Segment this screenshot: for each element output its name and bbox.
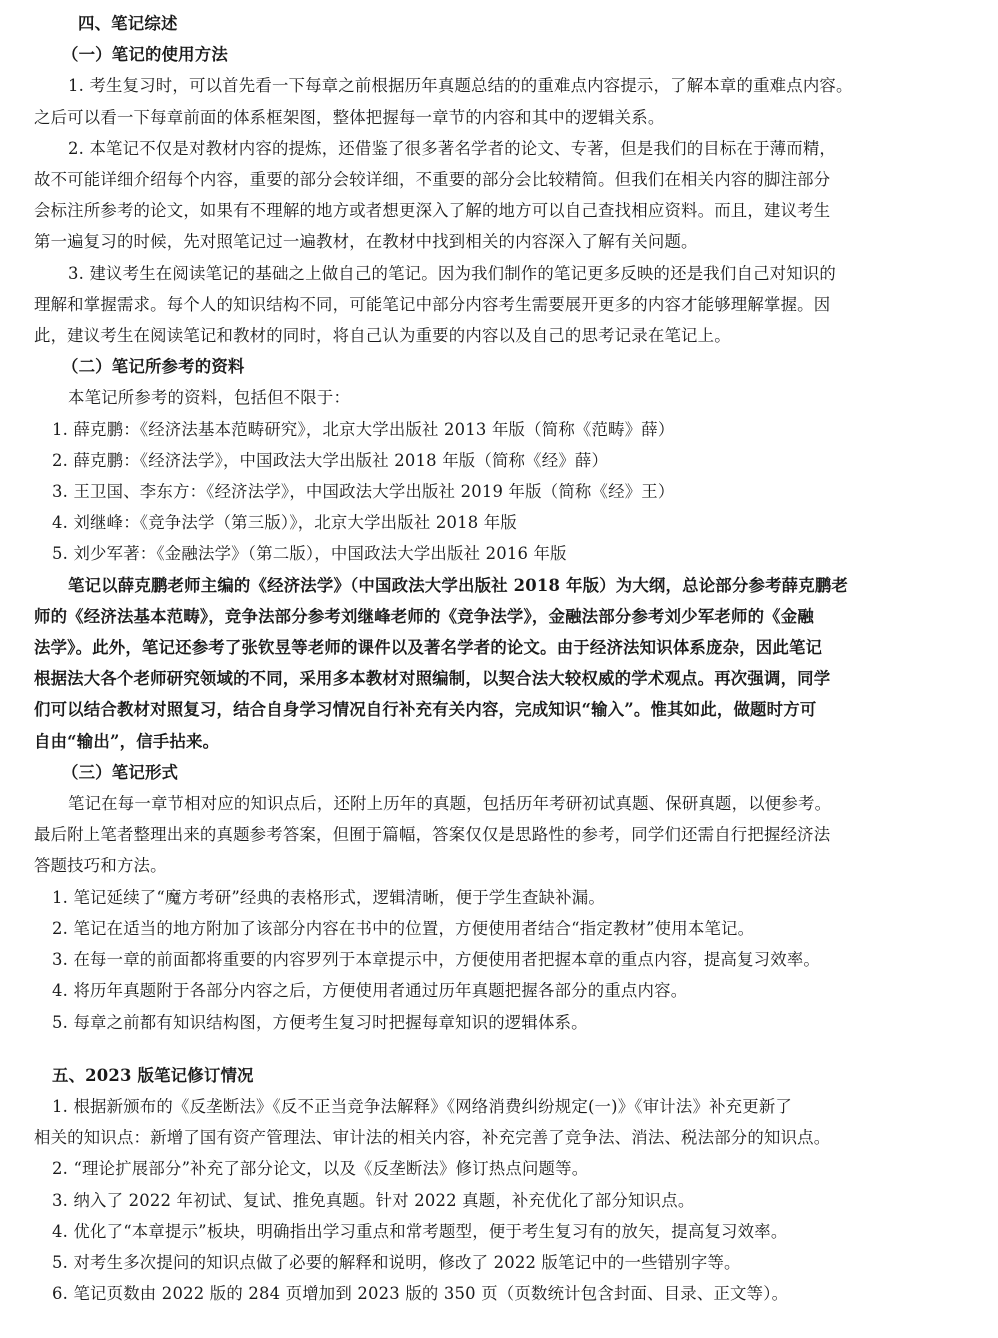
bold-paragraph-line: 法学》。此外，笔记还参考了张钦昱等老师的课件以及著名学者的论文。由于经济法知识体系庞杂，因此笔记 [34,638,823,658]
references-intro: 本笔记所参考的资料，包括但不限于： [68,388,351,408]
bold-paragraph-line: 们可以结合教材对照复习，结合自身学习情况自行补充有关内容，完成知识“输入”。惟其如此，做题时方可 [34,700,817,720]
format-item: 2. 笔记在适当的地方附加了该部分内容在书中的位置，方便使用者结合“指定教材”使用本笔记。 [52,918,755,938]
paragraph-line: 故不可能详细介绍每个内容，重要的部分会较详细，不重要的部分会比较精简。但我们在相关内容的脚注部分 [34,170,831,190]
revision-line: 4. 优化了“本章提示”板块，明确指出学习重点和常考题型，便于考生复习有的放矢，提高复习效率。 [52,1221,788,1241]
revision-line: 5. 对考生多次提问的知识点做了必要的解释和说明，修改了 2022 版笔记中的一些错别字等。 [52,1252,741,1272]
section-4-title: 四、笔记综述 [78,14,178,33]
format-item: 3. 在每一章的前面都将重要的内容罗列于本章提示中，方便使用者把握本章的重点内容，提高复习效率。 [52,950,821,970]
paragraph-line: 答题技巧和方法。 [34,856,167,876]
paragraph-line: 之后可以看一下每章前面的体系框架图，整体把握每一章节的内容和其中的逻辑关系。 [34,107,665,127]
reference-item: 5. 刘少军著：《金融法学》（第二版），中国政法大学出版社 2016 年版 [52,544,567,564]
paragraph-line: 3. 建议考生在阅读笔记的基础之上做自己的笔记。因为我们制作的笔记更多反映的还是我们自己对知识的 [68,263,837,283]
section-5-title: 五、2023 版笔记修订情况 [52,1065,254,1085]
subsection-format-title: （三）笔记形式 [62,762,179,782]
reference-item: 3. 王卫国、李东方：《经济法学》，中国政法大学出版社 2019 年版（简称《经》王） [52,482,675,502]
format-item: 5. 每章之前都有知识结构图，方便考生复习时把握每章知识的逻辑体系。 [52,1012,588,1032]
reference-item: 4. 刘继峰：《竞争法学（第三版）》，北京大学出版社 2018 年版 [52,513,517,533]
bold-paragraph-line: 师的《经济法基本范畴》，竞争法部分参考刘继峰老师的《竞争法学》，金融法部分参考刘少军老师的《金融 [34,606,814,626]
paragraph-line: 1. 考生复习时，可以首先看一下每章之前根据历年真题总结的的重难点内容提示，了解本章的重难点内容。 [68,76,853,96]
paragraph-line: 2. 本笔记不仅是对教材内容的提炼，还借鉴了很多著名学者的论文、专著，但是我们的目标在于薄而精， [68,138,837,158]
paragraph-line: 理解和掌握需求。每个人的知识结构不同，可能笔记中部分内容考生需要展开更多的内容才能够理解掌握。因 [34,294,831,314]
revision-line: 6. 笔记页数由 2022 版的 284 页增加到 2023 版的 350 页（页数统计包含封面、目录、正文等）。 [52,1284,789,1304]
paragraph-line: 第一遍复习的时候，先对照笔记过一遍教材，在教材中找到相关的内容深入了解有关问题。 [34,232,698,252]
revision-line: 相关的知识点：新增了国有资产管理法、审计法的相关内容，补充完善了竞争法、消法、税法部分的知识点。 [34,1128,831,1148]
subsection-references-title: （二）笔记所参考的资料 [62,357,245,377]
paragraph-line: 此，建议考生在阅读笔记和教材的同时，将自己认为重要的内容以及自己的思考记录在笔记上。 [34,326,731,346]
section-spacer [34,1038,976,1060]
revision-line: 2. “理论扩展部分”补充了部分论文，以及《反垄断法》修订热点问题等。 [52,1159,589,1179]
paragraph-line: 最后附上笔者整理出来的真题参考答案，但囿于篇幅，答案仅仅是思路性的参考，同学们还需自行把握经济法 [34,825,831,845]
paragraph-line: 笔记在每一章节相对应的知识点后，还附上历年的真题，包括历年考研初试真题、保研真题，以便参考。 [68,794,832,814]
revision-line: 3. 纳入了 2022 年初试、复试、推免真题。针对 2022 真题，补充优化了部分知识点。 [52,1190,695,1210]
format-item: 4. 将历年真题附于各部分内容之后，方便使用者通过历年真题把握各部分的重点内容。 [52,981,688,1001]
paragraph-line: 会标注所参考的论文，如果有不理解的地方或者想更深入了解的地方可以自己查找相应资料。而且，建议考生 [34,201,831,221]
format-item: 1. 笔记延续了“魔方考研”经典的表格形式，逻辑清晰，便于学生查缺补漏。 [52,887,605,907]
revision-line: 1. 根据新颁布的《反垄断法》《反不正当竞争法解释》《网络消费纠纷规定(一)》《审计法》补充更新了 [52,1096,793,1116]
bold-paragraph-line: 自由“输出”，信手拈来。 [34,731,220,751]
reference-item: 1. 薛克鹏：《经济法基本范畴研究》，北京大学出版社 2013 年版（简称《范畴》薛） [52,419,675,439]
subsection-usage-title: （一）笔记的使用方法 [62,45,228,65]
bold-paragraph-line: 根据法大各个老师研究领域的不同，采用多本教材对照编制，以契合法大较权威的学术观点。再次强调，同学 [34,669,831,689]
bold-paragraph-line: 笔记以薛克鹏老师主编的《经济法学》（中国政法大学出版社 2018 年版）为大纲，总论部分参考薛克鹏老 [68,575,849,595]
reference-item: 2. 薛克鹏：《经济法学》，中国政法大学出版社 2018 年版（简称《经》薛） [52,450,609,470]
